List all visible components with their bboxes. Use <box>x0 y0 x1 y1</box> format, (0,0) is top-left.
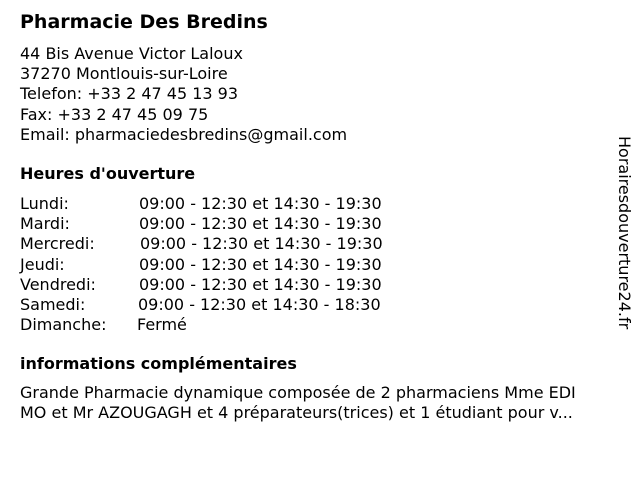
fax-line: Fax: +33 2 47 45 09 75 <box>20 104 209 124</box>
time-value: 09:00 - 12:30 et 14:30 - 19:30 <box>140 234 383 254</box>
time-value: 09:00 - 12:30 et 14:30 - 19:30 <box>139 254 382 274</box>
email-line: Email: pharmaciedesbredins@gmail.com <box>20 124 348 144</box>
info-heading: informations complémentaires <box>20 354 297 373</box>
site-watermark: Horairesdouverture24.fr <box>615 136 634 330</box>
info-description <box>20 355 626 423</box>
day-label: Mardi: <box>20 214 70 234</box>
address-line-street: 44 Bis Avenue Victor Laloux <box>20 44 243 63</box>
time-value: 09:00 - 12:30 et 14:30 - 18:30 <box>138 294 381 314</box>
day-label: Dimanche: <box>20 315 107 335</box>
contact-block <box>20 44 347 145</box>
hours-heading: Heures d'ouverture <box>20 164 196 183</box>
day-label: Vendredi: <box>20 274 96 294</box>
address-line-city: 37270 Montlouis-sur-Loire <box>20 64 228 84</box>
description-line-1: Grande Pharmacie dynamique composée de 2 pharmaciens Mme EDI <box>20 383 576 402</box>
day-label: Jeudi: <box>20 254 65 274</box>
day-label: Mercredi: <box>20 234 95 254</box>
time-value: Fermé <box>137 315 187 335</box>
description-line-2: MO et Mr AZOUGAGH et 4 préparateurs(trices) et 1 étudiant pour v... <box>20 403 573 423</box>
pharmacy-name: Pharmacie Des Bredins <box>20 11 268 33</box>
time-value: 09:00 - 12:30 et 14:30 - 19:30 <box>139 274 382 294</box>
time-value: 09:00 - 12:30 et 14:30 - 19:30 <box>139 194 382 213</box>
time-value: 09:00 - 12:30 et 14:30 - 19:30 <box>139 214 382 234</box>
day-label: Lundi: <box>20 194 69 213</box>
phone-line: Telefon: +33 2 47 45 13 93 <box>20 84 239 104</box>
day-label: Samedi: <box>20 294 86 314</box>
